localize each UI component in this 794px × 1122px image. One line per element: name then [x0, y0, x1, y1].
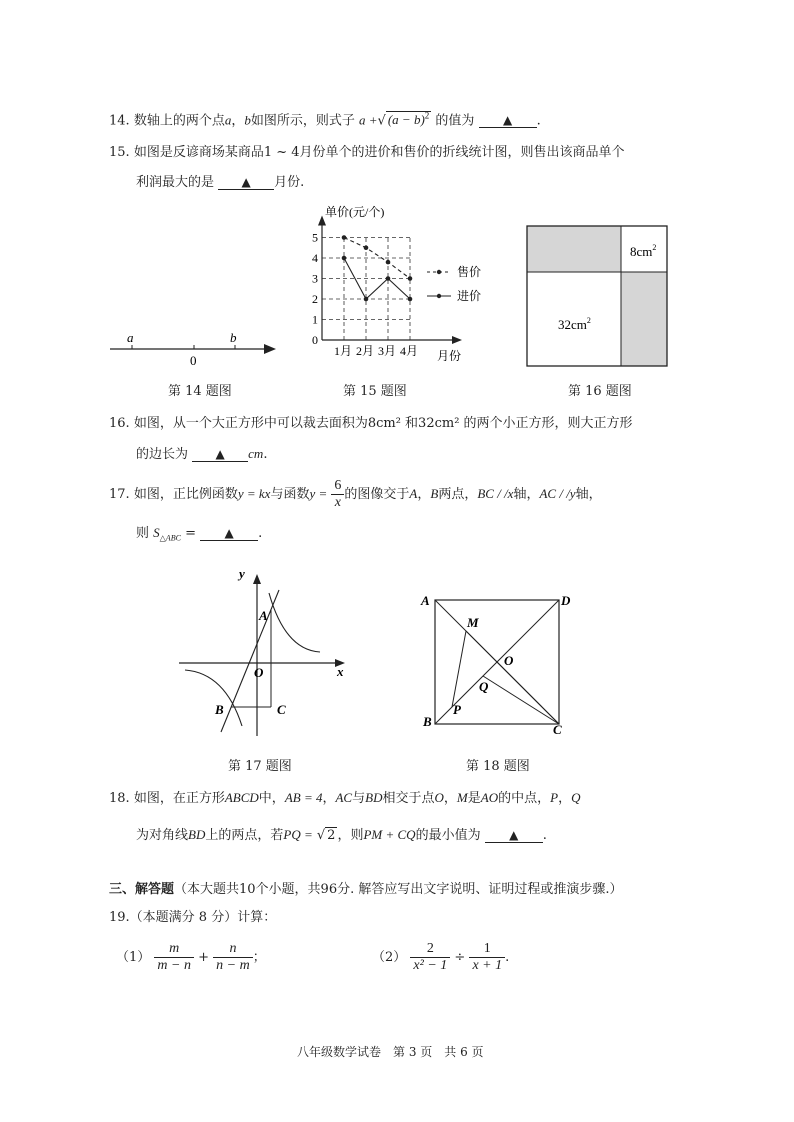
svg-text:C: C: [277, 702, 286, 717]
small-square-label: $8cm^2$: [630, 243, 657, 259]
caption-18: 第 18 题图: [466, 759, 530, 774]
data-point: [364, 245, 369, 250]
caption-16: 第 16 题图: [568, 384, 632, 399]
medium-square-label: $32cm^2$: [558, 316, 591, 332]
caption-15: 第 15 题图: [343, 384, 407, 399]
answer-blank-16[interactable]: ▲: [192, 447, 248, 462]
page-footer: 八年级数学试卷 第 3 页 共 6 页: [297, 1045, 484, 1059]
question-18-line1: 18. 如图，在正方形ABCD中，AB = 4，AC与BD相交于点O，M是AO的中点，P，Q: [109, 790, 581, 806]
y-tick-label: 3: [312, 271, 318, 286]
arrow-right-icon: [264, 344, 276, 354]
fraction-n-over-n-minus-m: $\frac{n}{n - m}$: [213, 941, 253, 974]
svg-text:O: O: [254, 665, 264, 680]
x-tick-label: 2月: [356, 344, 375, 358]
question-14: 14. 数轴上的两个点a，b如图所示，则式子 a +√ $(a - b)^2$ 的值为 ▲ .: [109, 111, 541, 129]
shaded-region-top: [527, 226, 621, 272]
answer-blank-18[interactable]: ▲: [485, 828, 543, 843]
fraction-2-over-x2-minus-1: $\frac{2}{\text{x² − 1}}$: [410, 941, 450, 974]
origin-label: 0: [190, 353, 197, 368]
question-19-part1: （1） $\frac{m}{m - n}$ + $\frac{n}{n - m}$ ；: [116, 941, 266, 973]
shaded-region-right: [621, 272, 667, 366]
figure-14-number-line: [108, 325, 283, 370]
section-3-heading: 三、解答题（本大题共10个小题，共96分. 解答应写出文字说明、证明过程或推演步骤.）: [109, 882, 623, 897]
fraction-1-over-x-plus-1: $\frac{1}{x + 1}$: [469, 941, 505, 974]
data-point: [342, 235, 347, 240]
question-18-line2: 为对角线BD上的两点，若PQ = √ 2 ，则PM + CQ的最小值为 ▲ .: [136, 827, 547, 843]
sqrt-expression: $(a - b)^2$: [387, 111, 430, 128]
question-19-header: 19.（本题满分 8 分）计算：: [109, 910, 277, 925]
y-tick-label: 5: [312, 230, 318, 245]
y-tick-label: 0: [312, 333, 318, 347]
figure-16-squares: [526, 225, 671, 370]
data-point: [364, 297, 369, 302]
fraction-6-over-x: $\frac{6}{x}$: [331, 478, 344, 511]
caption-14: 第 14 题图: [168, 384, 232, 399]
svg-text:Q: Q: [479, 679, 489, 694]
svg-text:x: x: [337, 664, 344, 679]
x-tick-label: 3月: [378, 344, 397, 358]
hyperbola-branch-1: [269, 593, 320, 652]
svg-text:y: y: [239, 566, 245, 581]
data-point: [386, 276, 391, 281]
x-axis-label: 月份: [437, 349, 462, 363]
point-b-label: b: [230, 330, 237, 345]
y-tick-label: 4: [312, 251, 318, 265]
segment-qc: [483, 676, 559, 724]
figure-17-graph: [175, 560, 355, 740]
question-15-line2: 利润最大的是 ▲ 月份.: [136, 175, 305, 190]
data-point: [408, 297, 413, 302]
fraction-m-over-m-minus-n: $\frac{m}{m - n}$: [154, 941, 194, 974]
legend-sale-label: 售价: [457, 265, 482, 279]
y-axis-arrow-icon: [253, 574, 261, 584]
svg-text:B: B: [215, 702, 224, 717]
caption-17: 第 17 题图: [228, 759, 292, 774]
x-axis-arrow-icon: [452, 336, 462, 344]
line-y-kx: [221, 590, 279, 732]
data-point: [408, 276, 413, 281]
hyperbola-branch-2: [185, 670, 242, 726]
svg-text:A: A: [259, 608, 268, 623]
x-tick-label: 4月: [400, 344, 419, 358]
svg-text:D: D: [561, 593, 571, 608]
x-tick-label: 1月: [334, 344, 353, 358]
svg-text:O: O: [504, 653, 514, 668]
answer-blank-14[interactable]: ▲: [479, 113, 537, 128]
svg-text:P: P: [453, 702, 461, 717]
svg-text:A: A: [421, 593, 430, 608]
question-17-line2: 则 $S_{\triangle ABC}$ = ▲ .: [136, 525, 263, 543]
y-axis-label: 单价(元/个): [325, 205, 385, 219]
svg-text:C: C: [553, 722, 562, 737]
data-point: [342, 256, 347, 261]
question-16-line2: 的边长为 ▲ cm.: [136, 446, 268, 462]
legend-cost-label: 进价: [457, 289, 482, 303]
svg-text:M: M: [467, 615, 479, 630]
answer-blank-15[interactable]: ▲: [218, 175, 274, 190]
figure-15-legend: [425, 262, 500, 307]
segment-mc: [466, 631, 559, 724]
question-16-line1: 16. 如图，从一个大正方形中可以裁去面积为8cm² 和32cm² 的两个小正方形，则大正方形: [109, 416, 633, 431]
point-a-label: a: [127, 330, 134, 345]
figure-18-square: [415, 588, 580, 738]
question-19-part2: （2） $\frac{2}{\text{x² − 1}}$ ÷ $\frac{1}{x + 1}$ .: [372, 941, 510, 973]
y-tick-label: 1: [312, 312, 318, 327]
svg-text:B: B: [423, 714, 432, 729]
y-tick-label: 2: [312, 292, 318, 306]
answer-blank-17[interactable]: ▲: [200, 526, 258, 541]
data-point: [386, 260, 391, 265]
question-15-line1: 15. 如图是反谚商场某商品1 ~ 4月份单个的进价和售价的折线统计图，则售出该商品单个: [109, 145, 625, 160]
question-17-line1: 17. 如图，正比例函数y = kx与函数y = $\frac{6}{x}$ 的图像交于A，B两点，BC / /x轴，AC / /y轴，: [109, 478, 602, 510]
